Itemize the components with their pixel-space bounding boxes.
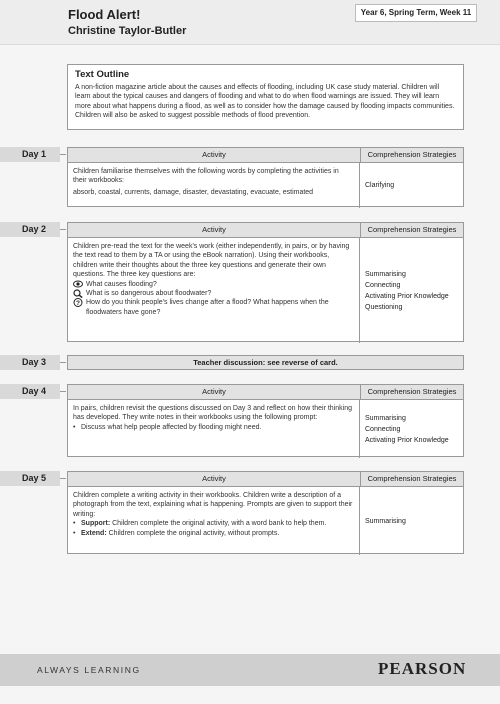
day-1-activity [68, 163, 360, 208]
day-1-table [67, 147, 464, 207]
strategy-item: Connecting [365, 281, 401, 289]
strategy-item: Summarising [365, 414, 406, 422]
day-1-word-list: absorb, coastal, currents, damage, disaster, devastating, evacuate, estimated [73, 188, 314, 196]
extend-text: Children complete the original activity, without prompts. [106, 529, 280, 537]
support-text: Children complete the original activity, with a word bank to help them. [110, 520, 327, 528]
day-2-rule [60, 229, 66, 230]
day-4-activity [68, 400, 360, 458]
day-3-label: Day 3 [0, 355, 60, 370]
key-question-2 [73, 289, 354, 298]
outline-body: A non-fiction magazine article about the causes and effects of flooding, including UK case study material. Children will learn about the typical causes and dangers of flooding and what to do when flood warnings are issued. They will learn more about what happens during a flood, as well as to consider how the damage caused by flooding impacts communities. Children will also be asked to suggest possible methods of flood prevention. [75, 84, 455, 119]
day-2-table [67, 222, 464, 342]
day-3-rule [60, 362, 66, 363]
key-question-3 [73, 298, 354, 317]
day-5-rule [60, 478, 66, 479]
author-name: Christine Taylor-Butler [68, 25, 187, 37]
question-icon [73, 298, 83, 307]
activity-header: Activity [68, 148, 361, 162]
comprehension-header: Comprehension Strategies [367, 225, 457, 234]
day-5-table [67, 471, 464, 554]
footer-tagline: ALWAYS LEARNING [37, 665, 141, 675]
text-outline-box [67, 64, 464, 130]
strategy-item: Questioning [365, 303, 403, 311]
prompt-text: Discuss what help people affected by flooding might need. [81, 423, 262, 431]
activity-header: Activity [68, 223, 361, 237]
day-4-label: Day 4 [0, 384, 60, 399]
day-1-rule [60, 154, 66, 155]
day-2-label: Day 2 [0, 222, 60, 237]
publisher-logo: PEARSON [378, 659, 467, 678]
day-5-strategies [360, 487, 463, 555]
key-question-text: What causes flooding? [86, 280, 157, 288]
day-1-label: Day 1 [0, 147, 60, 162]
key-question-text: How do you think people's lives change after a flood? What happens when the floodwaters have gone? [86, 299, 329, 316]
key-question-text: What is so dangerous about floodwater? [86, 290, 212, 298]
comprehension-header: Comprehension Strategies [367, 474, 457, 483]
extend-keyword: Extend: [81, 529, 107, 537]
page-title: Flood Alert! [68, 7, 141, 22]
prompt-bullet: • Discuss what help people affected by flooding might need. [73, 423, 262, 431]
day-4-strategies [360, 400, 463, 458]
support-bullet: • Support: Children complete the original activity, with a word bank to help them. [73, 520, 327, 528]
day-4-activity-text: In pairs, children revisit the questions discussed on Day 3 and reflect on how their thinking has developed. They write notes in their workbooks using the following prompt: [73, 405, 352, 422]
day-1-strategies [360, 163, 463, 208]
eye-icon [73, 280, 83, 289]
svg-text:?: ? [76, 300, 80, 308]
day-1-activity-text: Children familiarise themselves with the following words by completing the activities in their workbooks: [73, 168, 339, 185]
extend-bullet: • Extend: Children complete the original activity, without prompts. [73, 529, 280, 537]
comprehension-header: Comprehension Strategies [367, 387, 457, 396]
day-5-activity-text: Children complete a writing activity in their workbooks. Children write a description of a photograph from the text, explaining what is happening. Prompts are given to support their writing: [73, 492, 353, 518]
footer-band [0, 654, 500, 686]
strategy-item: Connecting [365, 425, 401, 433]
day-2-strategies [360, 238, 463, 343]
magnifier-icon [73, 289, 83, 298]
day-4-table [67, 384, 464, 457]
strategy-item: Clarifying [365, 182, 395, 189]
day-5-label: Day 5 [0, 471, 60, 486]
support-keyword: Support: [81, 520, 111, 528]
day-5-activity [68, 487, 360, 555]
strategy-item: Activating Prior Knowledge [365, 436, 449, 444]
day-4-rule [60, 391, 66, 392]
strategy-item: Activating Prior Knowledge [365, 292, 449, 300]
teacher-discussion-note: Teacher discussion: see reverse of card. [67, 355, 464, 370]
strategy-item: Summarising [365, 270, 406, 278]
activity-header: Activity [68, 385, 361, 399]
key-question-1 [73, 280, 354, 289]
activity-header: Activity [68, 472, 361, 486]
outline-heading: Text Outline [75, 69, 130, 80]
comprehension-header: Comprehension Strategies [367, 150, 457, 159]
strategy-item: Summarising [365, 517, 406, 525]
day-2-activity [68, 238, 360, 343]
day-2-activity-text: Children pre-read the text for the week's work (either independently, in pairs, or by having the text read to them by a TA or using the eBook narration). Using their workbooks, children write their thoughts about the three key questions and generate their own questions. The three key questions are: [73, 243, 350, 279]
term-badge: Year 6, Spring Term, Week 11 [355, 4, 477, 22]
